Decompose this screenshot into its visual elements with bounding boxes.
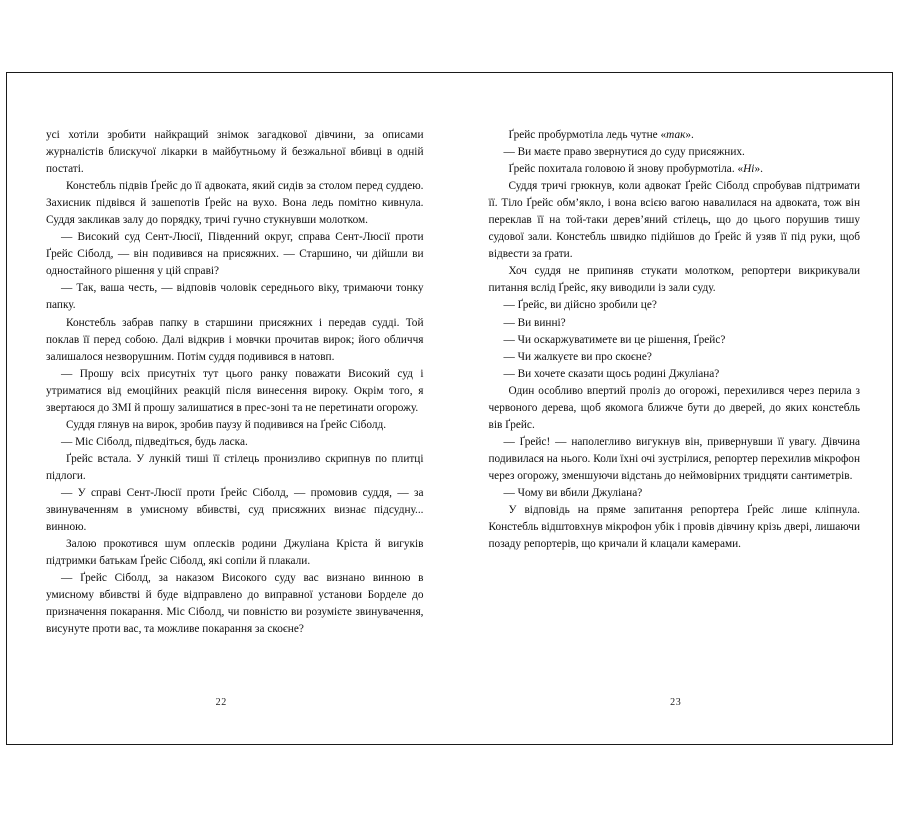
- book-spread: [6, 72, 893, 745]
- paragraph: — Ви маєте право звернутися до суду присяжних.: [503, 146, 745, 159]
- paragraph: — Ви винні?: [503, 316, 566, 329]
- paragraph: — У справі Сент-Люсії проти Ґрейс Сіболд, — промовив суддя, — за звинуваченням в умисному вбивстві, суд присяжних визнає підсудну... винною.: [46, 486, 424, 534]
- paragraph: — Високий суд Сент-Люсії, Південний округ, справа Сент-Люсії проти Ґрейс Сіболд, — він подивився на присяжних. — Старшино, чи дійшли ви одностайного рішення у цій справі?: [46, 231, 424, 278]
- book-page-right: [450, 73, 893, 744]
- paragraph: — Прошу всіх присутніх тут цього ранку поважати Високий суд і утриматися від емоційних реакцій після винесення вироку. Окрім того, я звертаюся до ЗМІ й прошу залишатися в прес-зоні та не перетинати огорожу.: [46, 367, 424, 414]
- paragraph: — Чому ви вбили Джуліана?: [503, 486, 643, 499]
- page-number-right: 23: [670, 697, 682, 708]
- paragraph: Суддя глянув на вирок, зробив паузу й подивився на Ґрейс Сіболд.: [66, 418, 387, 431]
- paragraph: — Ґрейс! — наполегливо вигукнув він, привернувши її увагу. Дівчина подивилася на нього. Коли їхні очі зустрілися, репортер перехилив мікрофон через огорожу, зменшуючи відстань до неймовірних тридцяти сантиметрів.: [488, 435, 860, 482]
- page-number-left: 22: [215, 697, 227, 708]
- paragraph: — Ґрейс, ви дійсно зробили це?: [503, 299, 657, 312]
- paragraph: — Ґрейс Сіболд, за наказом Високого суду вас визнано винною в умисному вбивстві й буде відправлено до виправної установи Борделе до призначення покарання. Міс Сіболд, чи повністю ви розумієте звинувачення, висунуте проти вас, та можливе покарання за скоєне?: [46, 572, 424, 636]
- paragraph: — Так, ваша честь, — відповів чоловік середнього віку, тримаючи тонку папку.: [46, 282, 424, 312]
- paragraph: Хоч суддя не припиняв стукати молотком, репортери викрикували питання вслід Ґрейс, яку виводили із зали суду.: [488, 265, 860, 295]
- paragraph: Констебль підвів Ґрейс до її адвоката, який сидів за столом перед суддею. Захисник підвівся й зашепотів Ґрейс на вухо. Вона ледь помітно кивнула. Суддя закликав залу до порядку, тричі гучно стукнувши молотком.: [46, 180, 424, 227]
- paragraph: — Чи жалкуєте ви про скоєне?: [503, 350, 652, 363]
- paragraph: Ґрейс встала. У лункій тиші її стілець пронизливо скрипнув по плитці підлоги.: [46, 452, 424, 482]
- paragraph: — Чи оскаржуватимете ви це рішення, Ґрейс?: [503, 333, 726, 346]
- paragraph: усі хотіли зробити найкращий знімок загадкової дівчини, за описами журналістів блискучої лікарки в майбутньому й безжальної вбивці в одній постаті.: [46, 129, 424, 176]
- paragraph: Один особливо впертий проліз до огорожі, перехилився через перила з червоного дерева, щоб якомога ближче бути до дверей, до яких констебль вів Ґрейс.: [488, 384, 860, 431]
- right-page-text-block: [489, 127, 861, 553]
- paragraph: Констебль забрав папку в старшини присяжних і передав судді. Той поклав її перед собою. Далі відкрив і мовчки прочитав вирок; його обличчя залишалося незворушним. Потім суддя подивився в натовп.: [46, 316, 424, 363]
- paragraph: Ґрейс похитала головою й знову пробурмотіла. «Ні».: [508, 163, 763, 176]
- left-page-text-block: [46, 127, 424, 638]
- paragraph: Залою прокотився шум оплесків родини Джуліана Кріста й вигуків підтримки батькам Ґрейс Сіболд, які сопіли й плакали.: [46, 538, 424, 568]
- paragraph: — Міс Сіболд, підведіться, будь ласка.: [61, 435, 248, 448]
- paragraph: У відповідь на пряме запитання репортера Ґрейс лише кліпнула. Констебль відштовхнув мікрофон убік і провів дівчину крізь двері, лишаючи позаду репортерів, що кричали й клацали камерами.: [488, 504, 860, 551]
- paragraph: Суддя тричі грюкнув, коли адвокат Ґрейс Сіболд спробував підтримати її. Тіло Ґрейс обм’якло, і вона всією вагою навалилася на адвоката, тож він переклав її на той-таки дерев’яний стілець, що до цього порушив тишу судової зали. Констебль швидко підійшов до Ґрейс й узяв її під руки, щоб відвести за ґрати.: [488, 180, 860, 261]
- paragraph: Ґрейс пробурмотіла ледь чутне «так».: [508, 129, 694, 141]
- paragraph: — Ви хочете сказати щось родині Джуліана?: [503, 367, 720, 380]
- book-page-left: [7, 73, 450, 744]
